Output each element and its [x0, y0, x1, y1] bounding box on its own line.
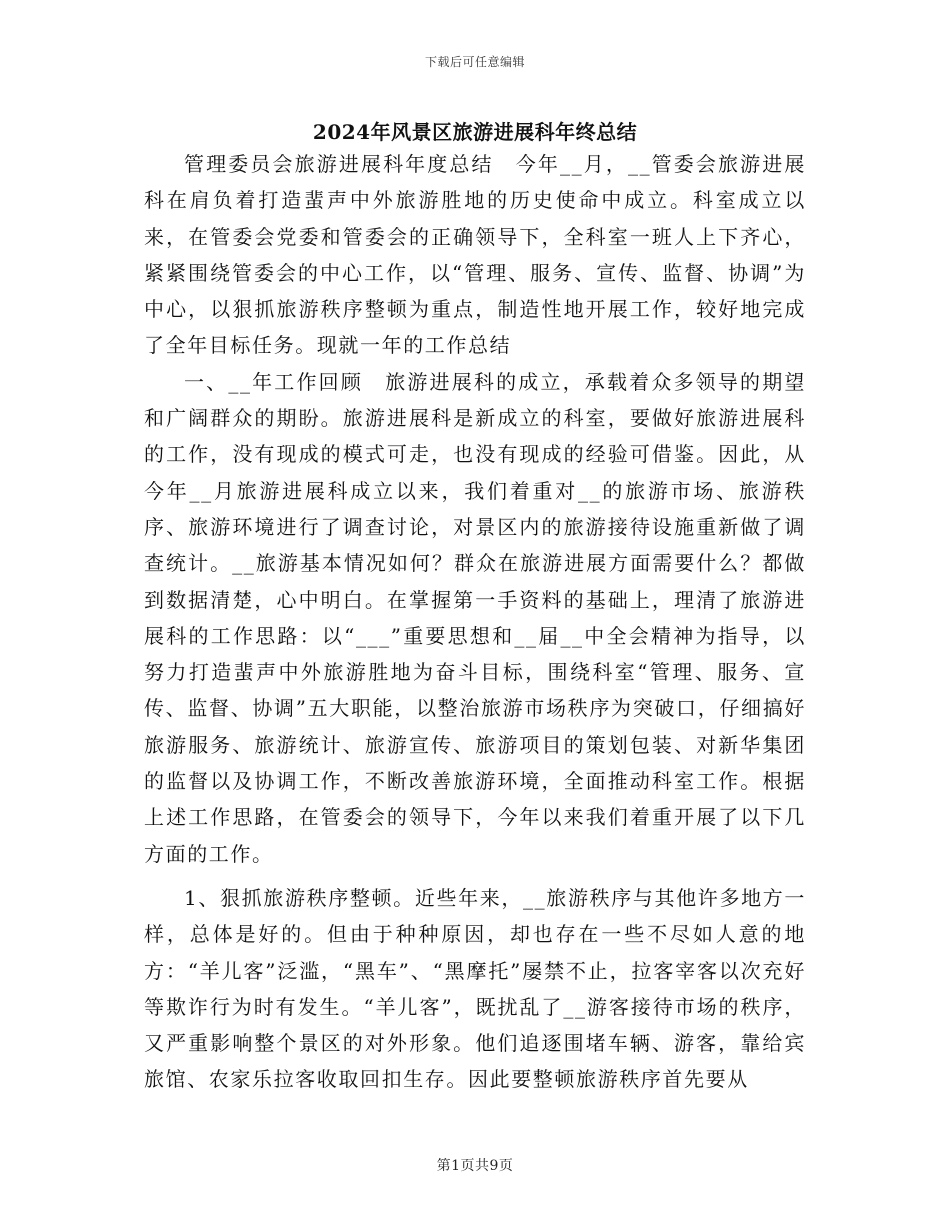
- paragraph-intro: 管理委员会旅游进展科年度总结 今年__月，__管委会旅游进展科在肩负着打造蜚声中外旅游胜地的历史使命中成立。科室成立以来，在管委会党委和管委会的正确领导下，全科室一班人上下齐心，紧紧围绕管委会的中心工作，以“管理、服务、宣传、监督、协调”为中心，以狠抓旅游秩序整顿为重点，制造性地开展工作，较好地完成了全年目标任务。现就一年的工作总结: [144, 152, 806, 358]
- header-note: 下载后可任意编辑: [424, 55, 525, 69]
- paragraph-review: 一、__年工作回顾 旅游进展科的成立，承载着众多领导的期望和广阔群众的期盼。旅游进展科是新成立的科室，要做好旅游进展科的工作，没有现成的模式可走，也没有现成的经验可借鉴。因此，从今年__月旅游进展科成立以来，我们着重对__的旅游市场、旅游秩序、旅游环境进行了调查讨论，对景区内的旅游接待设施重新做了调查统计。__旅游基本情况如何？群众在旅游进展方面需要什么？都做到数据清楚，心中明白。在掌握第一手资料的基础上，理清了旅游进展科的工作思路：以“___”重要思想和__届__中全会精神为指导，以努力打造蜚声中外旅游胜地为奋斗目标，围绕科室“管理、服务、宣传、监督、协调”五大职能，以整治旅游市场秩序为突破口，仔细搞好旅游服务、旅游统计、旅游宣传、旅游项目的策划包装、对新华集团的监督以及协调工作，不断改善旅游环境，全面推动科室工作。根据上述工作思路，在管委会的领导下，今年以来我们着重开展了以下几方面的工作。: [144, 369, 806, 866]
- document-body: [144, 146, 806, 1098]
- page-number: 第1页共9页: [436, 1158, 514, 1174]
- document-title: 2024年风景区旅游进展科年终总结: [312, 120, 638, 144]
- paragraph-order-rectification: 1、狠抓旅游秩序整顿。近些年来，__旅游秩序与其他许多地方一样，总体是好的。但由于种种原因，却也存在一些不尽如人意的地方：“羊儿客”泛滥，“黑车”、“黑摩托”屡禁不止，拉客宰客以次充好等欺诈行为时有发生。“羊儿客”，既扰乱了__游客接待市场的秩序，又严重影响整个景区的对外形象。他们追逐围堵车辆、游客，靠给宾旅馆、农家乐拉客收取回扣生存。因此要整顿旅游秩序首先要从: [144, 885, 806, 1092]
